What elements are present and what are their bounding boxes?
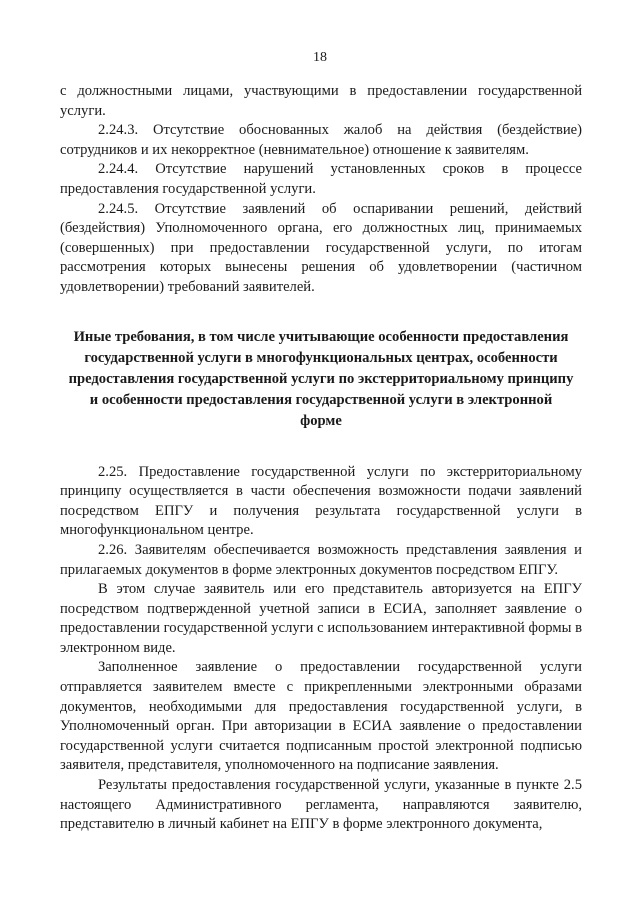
heading-line: государственной услуги в многофункциональных центрах, особенности [84,349,558,366]
paragraph-results: Результаты предоставления государственной услуги, указанные в пункте 2.5 настоящего Административного регламента, направляются заявителю, представителю в личный кабинет на ЕПГУ в форме электронного документа, [60,777,582,833]
page-number: 18 [313,50,327,65]
paragraph-authorization: В этом случае заявитель или его представитель авторизуется на ЕПГУ посредством подтвержденной учетной записи в ЕСИА, заполняет заявление о предоставлении государственной услуги с использованием интерактивной формы в электронном виде. [60,581,582,656]
section-heading [68,327,574,432]
paragraph-submission: Заполненное заявление о предоставлении государственной услуги отправляется заявителем вместе с прикрепленными электронными образами документов, необходимыми для предоставления государственной услуги, в Уполномоченный орган. При авторизации в ЕСИА заявление о предоставлении государственной услуги считается подписанным простой электронной подписью заявителя, представителя, уполномоченного на подписание заявления. [60,659,582,774]
heading-line: Иные требования, в том числе учитывающие особенности предоставления [73,328,569,345]
paragraph-continuation: с должностными лицами, участвующими в предоставлении государственной услуги. [60,83,582,119]
paragraph-2-24-3: 2.24.3. Отсутствие обоснованных жалоб на действия (бездействие) сотрудников и их некорректное (невнимательное) отношение к заявителям. [60,122,582,158]
paragraph-2-26: 2.26. Заявителям обеспечивается возможность представления заявления и прилагаемых документов в форме электронных документов посредством ЕПГУ. [60,541,582,578]
paragraph-2-24-4: 2.24.4. Отсутствие нарушений установленных сроков в процессе предоставления государственной услуги. [60,161,582,197]
heading-line: предоставления государственной услуги по экстерриториальному принципу [68,370,574,387]
heading-line: и особенности предоставления государственной услуги в электронной [89,391,553,408]
heading-line: форме [300,412,342,429]
paragraph-2-25: 2.25. Предоставление государственной услуги по экстерриториальному принципу осуществляется в части обеспечения возможности подачи заявлений посредством ЕПГУ и получения результата государственной услуги в многофункциональном центре. [60,463,582,539]
paragraph-2-24-5: 2.24.5. Отсутствие заявлений об оспаривании решений, действий (бездействия) Уполномоченного органа, его должностных лиц, принимаемых (совершенных) при предоставлении государственной услуги, по итогам рассмотрения которых вынесены решения об удовлетворении (частичном удовлетворении) требований заявителей. [60,200,582,295]
document-body [60,82,582,835]
